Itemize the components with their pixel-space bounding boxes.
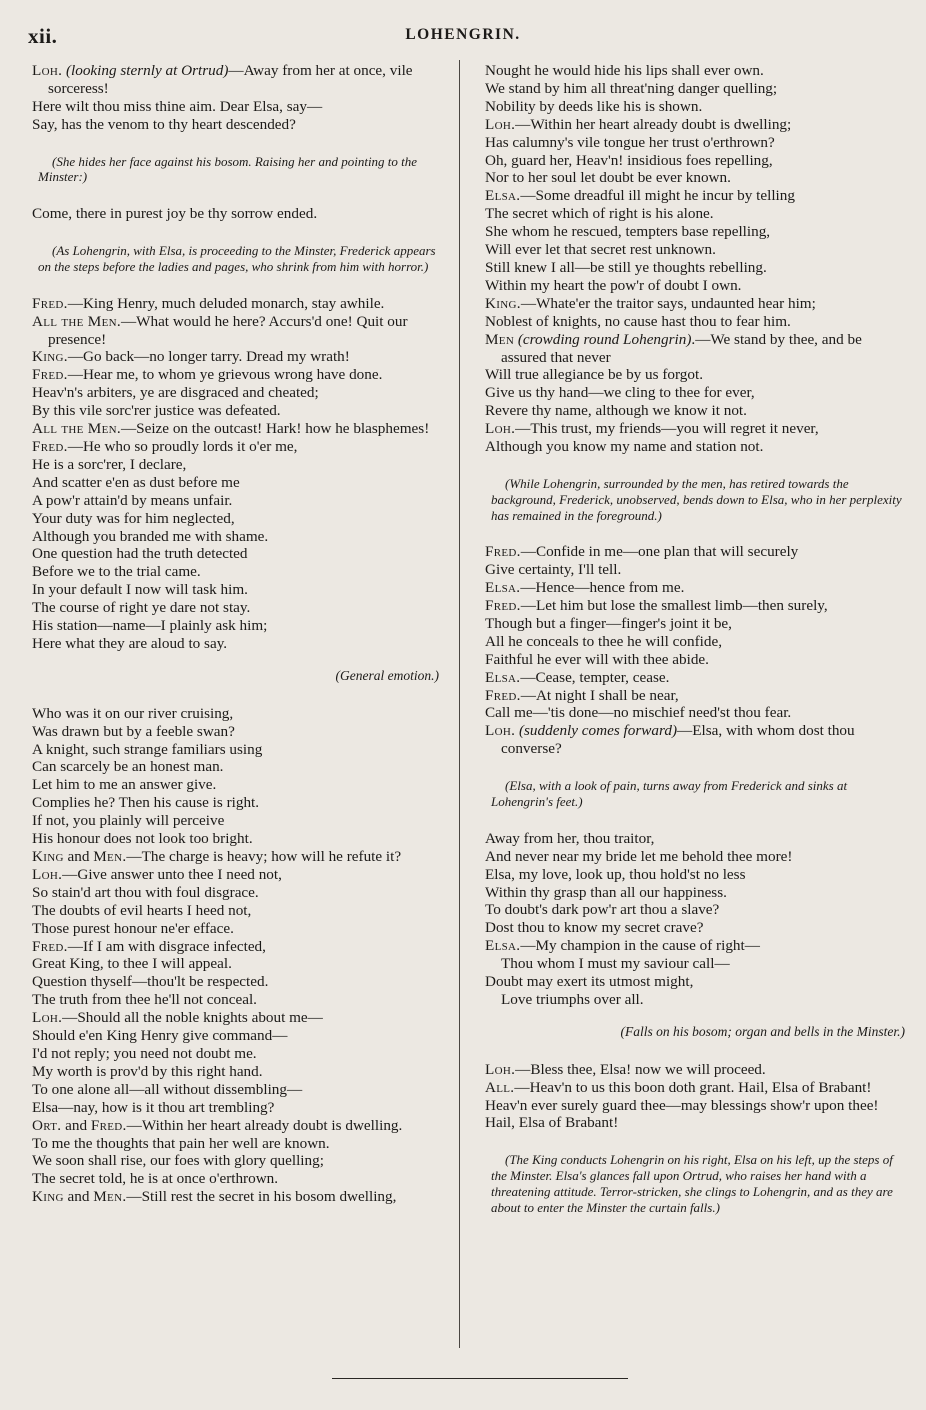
speech-lohengrin — [485, 116, 905, 134]
speaker-name: King. — [485, 294, 521, 312]
stage-direction-inline: (looking sternly at Ortrud) — [65, 62, 229, 79]
speech-text: —He who so proudly lords it o'er me, — [67, 437, 298, 455]
speaker-name: Fred. — [32, 294, 68, 312]
stage-direction: (Falls on his bosom; organ and bells in the Minster.) — [620, 1023, 905, 1039]
right-column — [485, 62, 905, 1236]
speech-all-men — [32, 420, 439, 438]
verse-line: Elsa, my love, look up, thou hold'st no less — [485, 865, 746, 883]
verse-line: The doubts of evil hearts I heed not, — [32, 901, 252, 919]
verse-line: Heav'n's arbiters, ye are disgraced and cheated; — [32, 384, 319, 402]
speech-elsa — [485, 187, 905, 205]
speech-text: —Seize on the outcast! Hark! how he blasphemes! — [120, 420, 430, 438]
verse-line: Was drawn but by a feeble swan? — [32, 722, 235, 740]
speech-all — [485, 1079, 905, 1097]
verse-line: I'd not reply; you need not doubt me. — [32, 1044, 257, 1062]
verse-line: We stand by him all threat'ning danger quelling; — [485, 79, 778, 97]
speech-lohengrin — [485, 1061, 905, 1079]
speech-elsa — [485, 579, 905, 597]
speech-ortrud-and-frederick — [32, 1117, 439, 1135]
speech-text: —This trust, my friends—you will regret it never, — [515, 420, 819, 438]
speaker-name: Fred. — [485, 686, 521, 704]
stage-direction: (The King conducts Lohengrin on his right, Elsa on his left, up the steps of the Minster. Elsa's glances fall upon Ortrud, who raises her hand with a threatening attitude. Terror-stricken, she clings to Lohengrin, and as they are about to enter the Minster the curtain falls.) — [491, 1152, 893, 1215]
verse-line: Noblest of knights, no cause hast thou to fear him. — [485, 312, 791, 330]
speaker-conjunction: and — [63, 848, 94, 865]
speech-frederick — [32, 938, 439, 956]
left-column — [32, 62, 439, 1206]
stage-direction: (While Lohengrin, surrounded by the men, has retired towards the background, Frederick, unobserved, bends down to Elsa, who in her perplexity has remained in the foreground.) — [491, 475, 902, 523]
verse-line: Oh, guard her, Heav'n! insidious foes repelling, — [485, 151, 773, 169]
speech-lohengrin — [485, 722, 905, 758]
stage-direction: (Elsa, with a look of pain, turns away from Frederick and sinks at Lohengrin's feet.) — [491, 778, 848, 809]
speech-text: —If I am with disgrace infected, — [67, 937, 266, 955]
speech-text: —Go back—no longer tarry. Dread my wrath! — [67, 348, 350, 366]
speech-text: —Away from her at once, vile sorceress! — [48, 62, 413, 97]
speaker-name: King — [32, 1188, 64, 1206]
verse-line: Give us thy hand—we cling to thee for ever, — [485, 384, 755, 402]
speaker-name: All. — [485, 1078, 515, 1096]
speech-text: —Within her heart already doubt is dwelling; — [515, 115, 792, 133]
verse-line: By this vile sorc'rer justice was defeated. — [32, 402, 281, 420]
verse-line: Call me—'tis done—no mischief need'st thou fear. — [485, 704, 792, 722]
speech-text: —Let him but lose the smallest limb—then surely, — [520, 597, 828, 615]
verse-line: A pow'r attain'd by means unfair. — [32, 491, 233, 509]
verse-line: Can scarcely be an honest man. — [32, 758, 224, 776]
verse-line: Let him to me an answer give. — [32, 776, 217, 794]
verse-line: Will ever let that secret rest unknown. — [485, 241, 716, 259]
verse-line: Love triumphs over all. — [501, 990, 644, 1008]
speaker-name: Men — [485, 330, 515, 348]
speech-king — [32, 348, 439, 366]
speech-text: —Give answer unto thee I need not, — [62, 865, 282, 883]
verse-line: Before we to the trial came. — [32, 563, 201, 581]
speech-frederick — [32, 295, 439, 313]
speech-text: —Hear me, to whom ye grievous wrong have done. — [67, 366, 383, 384]
speech-text: .—We stand by thee, and be assured that never — [501, 330, 862, 366]
speech-text: —At night I shall be near, — [520, 686, 679, 704]
verse-line: Away from her, thou traitor, — [485, 829, 655, 847]
speech-lohengrin — [32, 1009, 439, 1027]
verse-line: All he conceals to thee he will confide, — [485, 632, 723, 650]
speaker-name: Loh. — [485, 115, 516, 133]
verse-line: Those purest honour ne'er efface. — [32, 919, 234, 937]
speaker-name: Loh. — [485, 1060, 516, 1078]
verse-line: Question thyself—thou'lt be respected. — [32, 973, 269, 991]
verse-line: We soon shall rise, our foes with glory quelling; — [32, 1152, 324, 1170]
speaker-name: King — [32, 848, 64, 865]
verse-line: To me the thoughts that pain her well are known. — [32, 1134, 330, 1152]
speech-frederick — [485, 543, 905, 561]
speech-elsa — [485, 669, 905, 687]
speaker-name: Fred. — [32, 366, 68, 384]
verse-line: Will true allegiance be by us forgot. — [485, 366, 703, 384]
speech-frederick — [32, 438, 439, 456]
speaker-name: Elsa. — [485, 579, 521, 597]
speaker-name: Loh. — [485, 722, 516, 740]
speech-king — [485, 295, 905, 313]
verse-line: Come, there in purest joy be thy sorrow ended. — [32, 205, 318, 223]
speaker-name: Men. — [93, 848, 127, 865]
verse-line: Here what they are aloud to say. — [32, 634, 228, 652]
verse-line: Should e'en King Henry give command— — [32, 1027, 288, 1045]
stage-direction: (She hides her face against his bosom. Raising her and pointing to the Minster:) — [38, 153, 418, 185]
speaker-name: All the Men. — [32, 312, 121, 330]
stage-direction: (General emotion.) — [335, 667, 439, 683]
verse-line: Dost thou to know my secret crave? — [485, 919, 704, 937]
verse-line: Thou whom I must my saviour call— — [501, 955, 730, 973]
page-header — [28, 24, 898, 48]
page-number: xii. — [28, 24, 58, 48]
verse-line: Within thy grasp than all our happiness. — [485, 883, 727, 901]
verse-line: His station—name—I plainly ask him; — [32, 617, 268, 635]
speech-lohengrin — [32, 866, 439, 884]
speaker-name: Men. — [93, 1188, 127, 1206]
verse-line: The truth from thee he'll not conceal. — [32, 991, 257, 1009]
stage-direction-inline: (suddenly comes forward) — [515, 722, 678, 740]
verse-line: Doubt may exert its utmost might, — [485, 973, 694, 991]
stage-direction-inline: (crowding round Lohengrin) — [514, 330, 692, 348]
verse-line: The secret which of right is his alone. — [485, 205, 714, 223]
verse-line: Still knew I all—be still ye thoughts rebelling. — [485, 258, 767, 276]
verse-line: Heav'n ever surely guard thee—may blessings show'r upon thee! — [485, 1096, 879, 1114]
speech-text: —Confide in me—one plan that will securely — [520, 543, 799, 561]
verse-line: Who was it on our river cruising, — [32, 704, 234, 722]
verse-line: Say, has the venom to thy heart descended? — [32, 115, 296, 133]
speaker-name: Fred. — [90, 1116, 127, 1134]
verse-line: And never near my bride let me behold thee more! — [485, 847, 793, 865]
speaker-name: Fred. — [485, 543, 521, 561]
speech-men — [485, 331, 905, 367]
verse-line: Nor to her soul let doubt be ever known. — [485, 169, 731, 187]
verse-line: Hail, Elsa of Brabant! — [485, 1114, 619, 1132]
verse-line: Although you branded me with shame. — [32, 527, 269, 545]
speech-text: —Some dreadful ill might he incur by telling — [520, 187, 795, 205]
verse-line: Here wilt thou miss thine aim. Dear Elsa, say— — [32, 97, 323, 115]
speech-frederick — [485, 597, 905, 615]
verse-line: To doubt's dark pow'r art thou a slave? — [485, 901, 720, 919]
speaker-conjunction: and — [63, 1188, 94, 1206]
speech-text: —Hence—hence from me. — [520, 579, 685, 597]
speech-text: —Should all the noble knights about me— — [62, 1009, 323, 1027]
speech-king-and-men — [32, 848, 439, 866]
speaker-name: All the Men. — [32, 420, 121, 438]
verse-line: Revere thy name, although we know it not. — [485, 402, 747, 420]
end-rule — [332, 1378, 628, 1379]
verse-line: Great King, to thee I will appeal. — [32, 955, 232, 973]
verse-line: A knight, such strange familiars using — [32, 740, 263, 758]
speaker-name: Loh. — [32, 62, 63, 79]
verse-line: So stain'd art thou with foul disgrace. — [32, 883, 259, 901]
speech-text: —What would he here? Accurs'd one! Quit our presence! — [48, 312, 408, 348]
verse-line: In your default I now will task him. — [32, 581, 248, 599]
verse-line: Nought he would hide his lips shall ever own. — [485, 62, 764, 79]
stage-direction: (As Lohengrin, with Elsa, is proceeding to the Minster, Frederick appears on the steps before the ladies and pages, who shrink from him with horror.) — [38, 243, 436, 274]
verse-line: Within my heart the pow'r of doubt I own. — [485, 276, 742, 294]
verse-line: Your duty was for him neglected, — [32, 509, 235, 527]
speech-elsa — [485, 937, 905, 955]
verse-line: Nobility by deeds like his is shown. — [485, 97, 703, 115]
speaker-name: Elsa. — [485, 187, 521, 205]
speech-text: —Whate'er the traitor says, undaunted hear him; — [520, 294, 816, 312]
verse-line: He is a sorc'rer, I declare, — [32, 455, 187, 473]
speech-king-and-men — [32, 1188, 439, 1206]
column-divider — [459, 60, 460, 1348]
speech-lohengrin — [485, 420, 905, 438]
verse-line: The course of right ye dare not stay. — [32, 599, 251, 617]
speech-text: —The charge is heavy; how will he refute it? — [126, 848, 402, 865]
running-head: LOHENGRIN. — [405, 26, 521, 43]
speaker-name: Fred. — [32, 437, 68, 455]
speech-lohengrin — [32, 62, 439, 98]
speaker-name: Loh. — [32, 1009, 63, 1027]
speaker-name: King. — [32, 348, 68, 366]
verse-line: Has calumny's vile tongue her trust o'erthrown? — [485, 133, 775, 151]
verse-line: Though but a finger—finger's joint it be, — [485, 614, 732, 632]
verse-line: Elsa—nay, how is it thou art trembling? — [32, 1098, 275, 1116]
verse-line: And scatter e'en as dust before me — [32, 473, 240, 491]
speech-text: —King Henry, much deluded monarch, stay awhile. — [67, 294, 385, 312]
speech-text: —My champion in the cause of right— — [520, 937, 760, 955]
speaker-name: Ort. — [32, 1116, 62, 1134]
speech-text: —Still rest the secret in his bosom dwelling, — [126, 1188, 397, 1206]
speech-text: —Cease, tempter, cease. — [520, 668, 670, 686]
verse-line: To one alone all—all without dissembling— — [32, 1080, 303, 1098]
speech-text: —Bless thee, Elsa! now we will proceed. — [515, 1060, 766, 1078]
speaker-name: Fred. — [32, 937, 68, 955]
speaker-conjunction: and — [61, 1116, 91, 1134]
speech-text: —Heav'n to us this boon doth grant. Hail, Elsa of Brabant! — [514, 1078, 872, 1096]
speaker-name: Loh. — [32, 865, 63, 883]
verse-line: She whom he rescued, tempters base repelling, — [485, 223, 771, 241]
verse-line: Faithful he ever will with thee abide. — [485, 650, 709, 668]
verse-line: His honour does not look too bright. — [32, 830, 253, 848]
verse-line: My worth is prov'd by this right hand. — [32, 1062, 263, 1080]
speaker-name: Loh. — [485, 420, 516, 438]
verse-line: Although you know my name and station not. — [485, 438, 764, 456]
verse-line: Complies he? Then his cause is right. — [32, 794, 260, 812]
speaker-name: Elsa. — [485, 668, 521, 686]
verse-line: Give certainty, I'll tell. — [485, 561, 622, 579]
verse-line: The secret told, he is at once o'erthrown. — [32, 1170, 279, 1188]
speech-frederick — [485, 687, 905, 705]
speaker-name: Elsa. — [485, 937, 521, 955]
verse-line: One question had the truth detected — [32, 545, 248, 563]
speech-text: —Within her heart already doubt is dwelling. — [126, 1116, 403, 1134]
speech-all-men — [32, 313, 439, 349]
speaker-name: Fred. — [485, 597, 521, 615]
verse-line: If not, you plainly will perceive — [32, 812, 225, 830]
speech-frederick — [32, 366, 439, 384]
speech-text: —Elsa, with whom dost thou converse? — [501, 722, 855, 758]
